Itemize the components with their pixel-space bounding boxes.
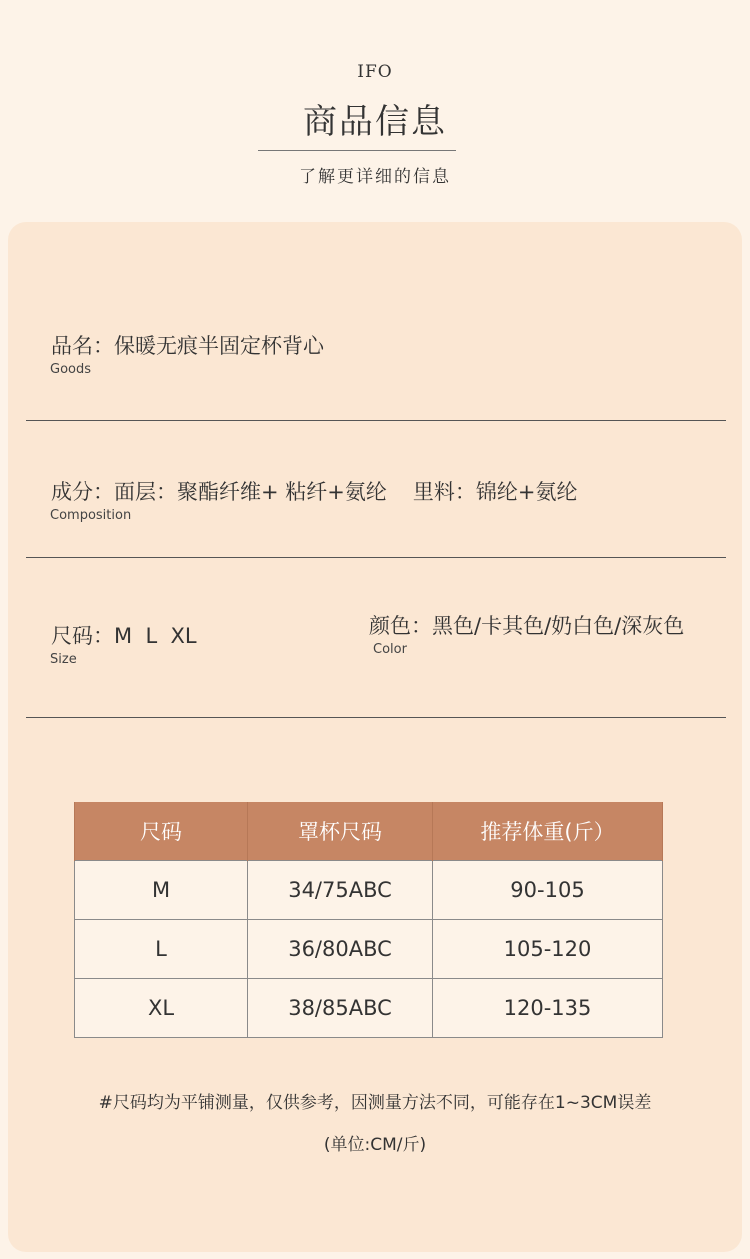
size-value: M L XL [114, 624, 197, 648]
composition-row [51, 476, 577, 506]
cell-size: L [75, 920, 248, 979]
goods-en-label: Goods [50, 362, 92, 377]
title-divider [258, 150, 456, 151]
lining-value: 里料：锦纶+氨纶 [412, 480, 578, 504]
size-en-label: Size [50, 652, 77, 667]
color-value: 黑色/卡其色/奶白色/深灰色 [432, 614, 685, 638]
col-header-size: 尺码 [75, 802, 248, 861]
color-row [369, 610, 684, 640]
cell-weight: 120-135 [433, 979, 663, 1038]
cell-weight: 90-105 [433, 861, 663, 920]
col-header-weight: 推荐体重(斤） [433, 802, 663, 861]
goods-name-value: 保暖无痕半固定杯背心 [114, 334, 324, 358]
size-label: 尺码： [51, 624, 114, 648]
cell-cup-size: 36/80ABC [248, 920, 433, 979]
english-title: IFO [357, 62, 393, 82]
table-row [75, 861, 663, 920]
size-chart-table [74, 802, 663, 1038]
color-label: 颜色： [369, 614, 432, 638]
page-subtitle: 了解更详细的信息 [299, 167, 451, 187]
measurement-disclaimer: #尺码均为平铺测量，仅供参考，因测量方法不同，可能存在1~3CM误差 [98, 1093, 652, 1113]
col-header-cup-size: 罩杯尺码 [248, 802, 433, 861]
table-row [75, 920, 663, 979]
cell-size: XL [75, 979, 248, 1038]
size-row [51, 620, 197, 650]
table-row [75, 979, 663, 1038]
cell-cup-size: 38/85ABC [248, 979, 433, 1038]
page-header [0, 0, 750, 220]
cell-size: M [75, 861, 248, 920]
goods-name-row [51, 330, 324, 360]
divider [26, 557, 726, 558]
table-header-row [75, 802, 663, 861]
info-card [8, 222, 742, 1252]
cell-weight: 105-120 [433, 920, 663, 979]
page-title: 商品信息 [303, 102, 447, 142]
cell-cup-size: 34/75ABC [248, 861, 433, 920]
unit-note: (单位:CM/斤) [323, 1135, 427, 1155]
composition-en-label: Composition [50, 508, 132, 523]
composition-label: 成分： [51, 480, 114, 504]
color-en-label: Color [373, 642, 407, 657]
goods-name-label: 品名： [51, 334, 114, 358]
divider [26, 420, 726, 421]
divider [26, 717, 726, 718]
composition-value: 面层：聚酯纤维+ 粘纤+氨纶 [114, 480, 387, 504]
